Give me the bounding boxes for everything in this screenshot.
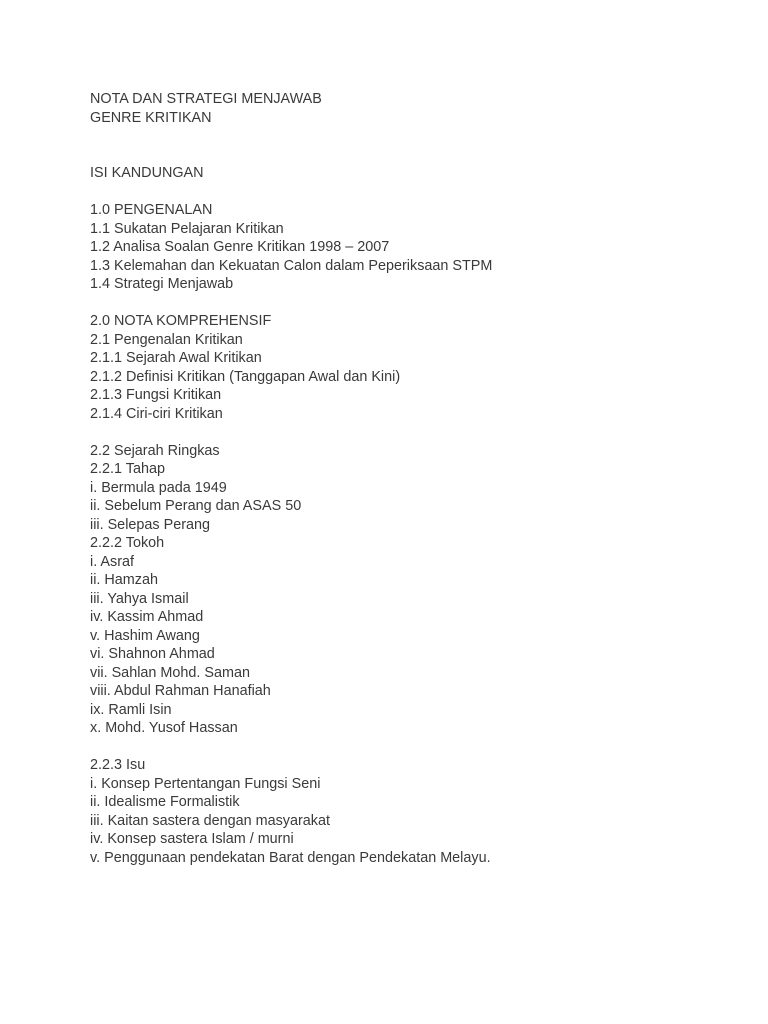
toc-entry: 2.2.2 Tokoh — [90, 535, 165, 551]
toc-entry: 1.2 Analisa Soalan Genre Kritikan 1998 – 2007 — [90, 239, 390, 255]
toc-entry: vii. Sahlan Mohd. Saman — [90, 664, 250, 681]
toc-entry: 2.1 Pengenalan Kritikan — [90, 331, 243, 348]
toc-section-2 — [90, 312, 750, 423]
toc-entry: 2.1.4 Ciri-ciri Kritikan — [90, 405, 223, 422]
document-title-line-1: NOTA DAN STRATEGI MENJAWAB — [90, 91, 322, 107]
toc-entry: viii. Abdul Rahman Hanafiah — [90, 683, 271, 699]
toc-entry: 1.3 Kelemahan dan Kekuatan Calon dalam Peperiksaan STPM — [90, 257, 493, 274]
spacer — [90, 294, 750, 313]
toc-entry: 2.1.2 Definisi Kritikan (Tanggapan Awal dan Kini) — [90, 368, 401, 385]
toc-entry: x. Mohd. Yusof Hassan — [90, 720, 238, 736]
spacer — [90, 423, 750, 442]
spacer — [90, 183, 750, 202]
toc-entry: 2.1.3 Fungsi Kritikan — [90, 387, 222, 403]
toc-entry: 1.0 PENGENALAN — [90, 202, 213, 218]
toc-entry: i. Bermula pada 1949 — [90, 479, 227, 496]
toc-section-1 — [90, 201, 750, 294]
toc-entry: v. Penggunaan pendekatan Barat dengan Pendekatan Melayu. — [90, 849, 491, 866]
toc-entry: ii. Sebelum Perang dan ASAS 50 — [90, 498, 302, 514]
toc-entry: 2.2.3 Isu — [90, 757, 146, 773]
toc-entry: iii. Kaitan sastera dengan masyarakat — [90, 812, 330, 829]
toc-heading: ISI KANDUNGAN — [90, 165, 204, 181]
document-title-line-2: GENRE KRITIKAN — [90, 109, 212, 126]
toc-entry: 1.4 Strategi Menjawab — [90, 276, 234, 292]
toc-entry: i. Konsep Pertentangan Fungsi Seni — [90, 775, 321, 792]
toc-entry: iv. Konsep sastera Islam / murni — [90, 831, 294, 847]
toc-entry: ix. Ramli Isin — [90, 701, 172, 718]
spacer — [90, 127, 750, 164]
toc-entry: iv. Kassim Ahmad — [90, 609, 204, 625]
document-page — [90, 90, 750, 867]
toc-entry: iii. Yahya Ismail — [90, 590, 189, 607]
toc-entry: v. Hashim Awang — [90, 627, 200, 644]
toc-section-4 — [90, 756, 750, 867]
spacer — [90, 738, 750, 757]
toc-entry: 1.1 Sukatan Pelajaran Kritikan — [90, 220, 284, 237]
toc-entry: iii. Selepas Perang — [90, 516, 210, 533]
toc-entry: 2.2.1 Tahap — [90, 461, 165, 477]
toc-entry: ii. Idealisme Formalistik — [90, 794, 240, 810]
toc-entry: vi. Shahnon Ahmad — [90, 646, 215, 662]
toc-entry: 2.2 Sejarah Ringkas — [90, 442, 220, 459]
toc-section-3 — [90, 442, 750, 738]
toc-entry: ii. Hamzah — [90, 572, 158, 588]
toc-entry: i. Asraf — [90, 553, 134, 570]
toc-entry: 2.0 NOTA KOMPREHENSIF — [90, 313, 272, 329]
toc-entry: 2.1.1 Sejarah Awal Kritikan — [90, 350, 262, 366]
